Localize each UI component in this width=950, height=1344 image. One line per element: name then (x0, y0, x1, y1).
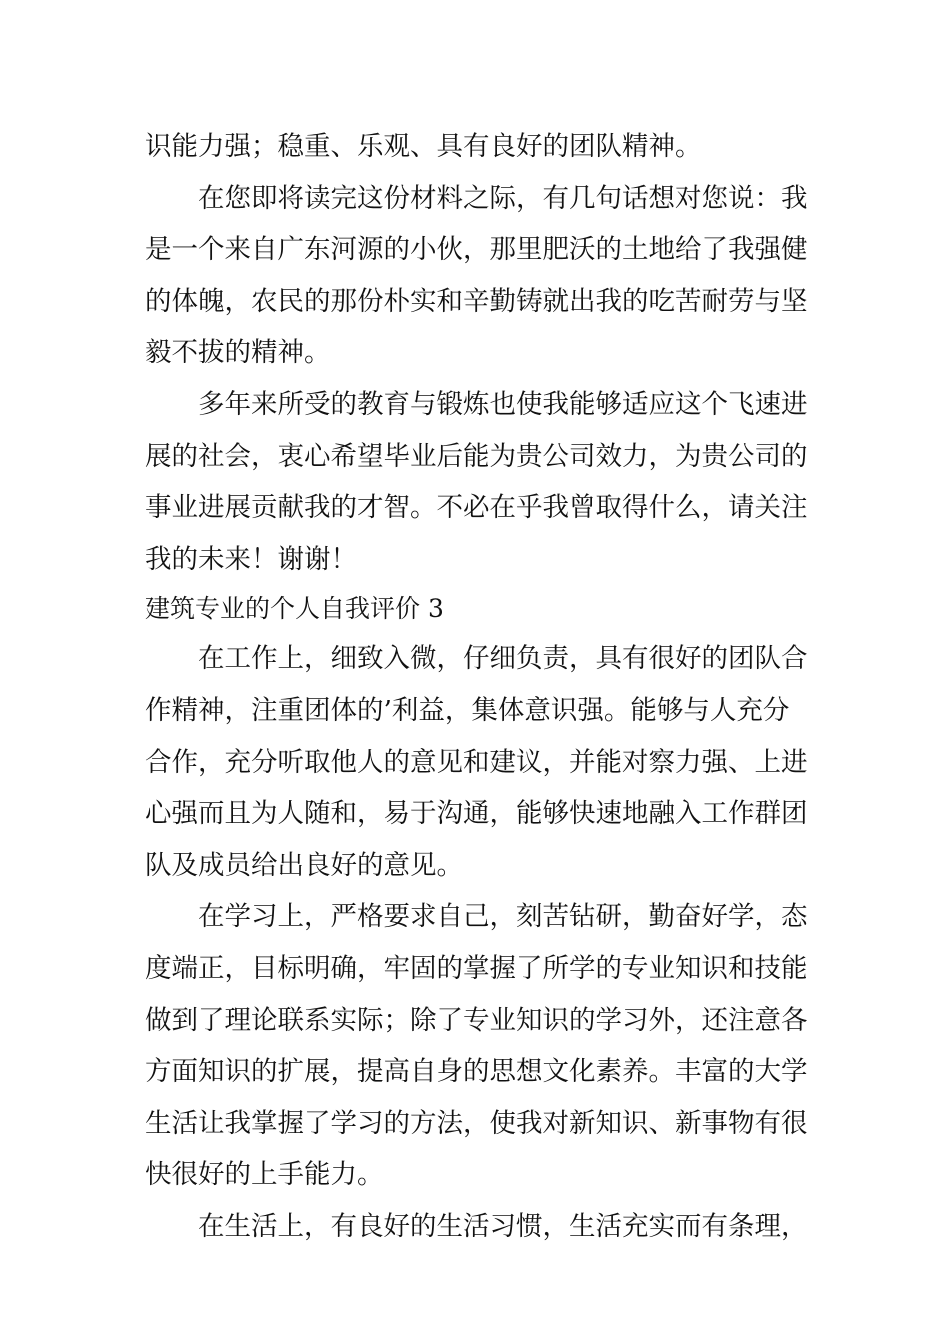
text-line: 事业进展贡献我的才智。不必在乎我曾取得什么，请关注 (145, 492, 808, 524)
paragraph-3 (145, 379, 810, 585)
text-line: 生活让我掌握了学习的方法，使我对新知识、新事物有很 (145, 1107, 808, 1139)
paragraph-5 (145, 891, 810, 1201)
text-line: 在您即将读完这份材料之际，有几句话想对您说：我 (198, 182, 808, 214)
text-line: 在学习上，严格要求自己，刻苦钻研，勤奋好学，态 (198, 901, 808, 933)
text-line: 做到了理论联系实际；除了专业知识的学习外，还注意各 (145, 1004, 808, 1036)
text-line: 心强而且为人随和，易于沟通，能够快速地融入工作群团 (145, 798, 808, 830)
text-line: 度端正，目标明确，牢固的掌握了所学的专业知识和技能 (145, 952, 808, 984)
text-line: 在生活上，有良好的生活习惯，生活充实而有条理， (198, 1210, 808, 1242)
paragraph-6 (145, 1201, 810, 1253)
section-heading: 建筑专业的个人自我评价 3 (145, 594, 444, 624)
text-line: 识能力强；稳重、乐观、具有良好的团队精神。 (145, 131, 702, 162)
document-page (145, 121, 810, 1252)
text-line: 是一个来自广东河源的小伙，那里肥沃的土地给了我强健 (145, 234, 808, 266)
paragraph-4 (145, 633, 810, 891)
text-line: 展的社会，衷心希望毕业后能为贵公司效力，为贵公司的 (145, 440, 808, 472)
text-line: 多年来所受的教育与锻炼也使我能够适应这个飞速进 (198, 388, 808, 420)
text-line: 作精神，注重团体的’利益，集体意识强。能够与人充分 (145, 694, 790, 726)
paragraph-1 (145, 121, 810, 173)
text-line: 快很好的上手能力。 (145, 1159, 384, 1191)
text-line: 在工作上，细致入微，仔细负责，具有很好的团队合 (198, 643, 808, 675)
text-line: 的体魄，农民的那份朴实和辛勤铸就出我的吃苦耐劳与坚 (145, 285, 808, 317)
paragraph-2 (145, 173, 810, 379)
text-line: 合作，充分听取他人的意见和建议，并能对察力强、上进 (145, 746, 808, 778)
text-line: 毅不拔的精神。 (145, 337, 331, 369)
text-line: 方面知识的扩展，提高自身的思想文化素养。丰富的大学 (145, 1056, 808, 1088)
text-line: 队及成员给出良好的意见。 (145, 849, 463, 881)
text-line: 我的未来！谢谢！ (145, 543, 357, 575)
